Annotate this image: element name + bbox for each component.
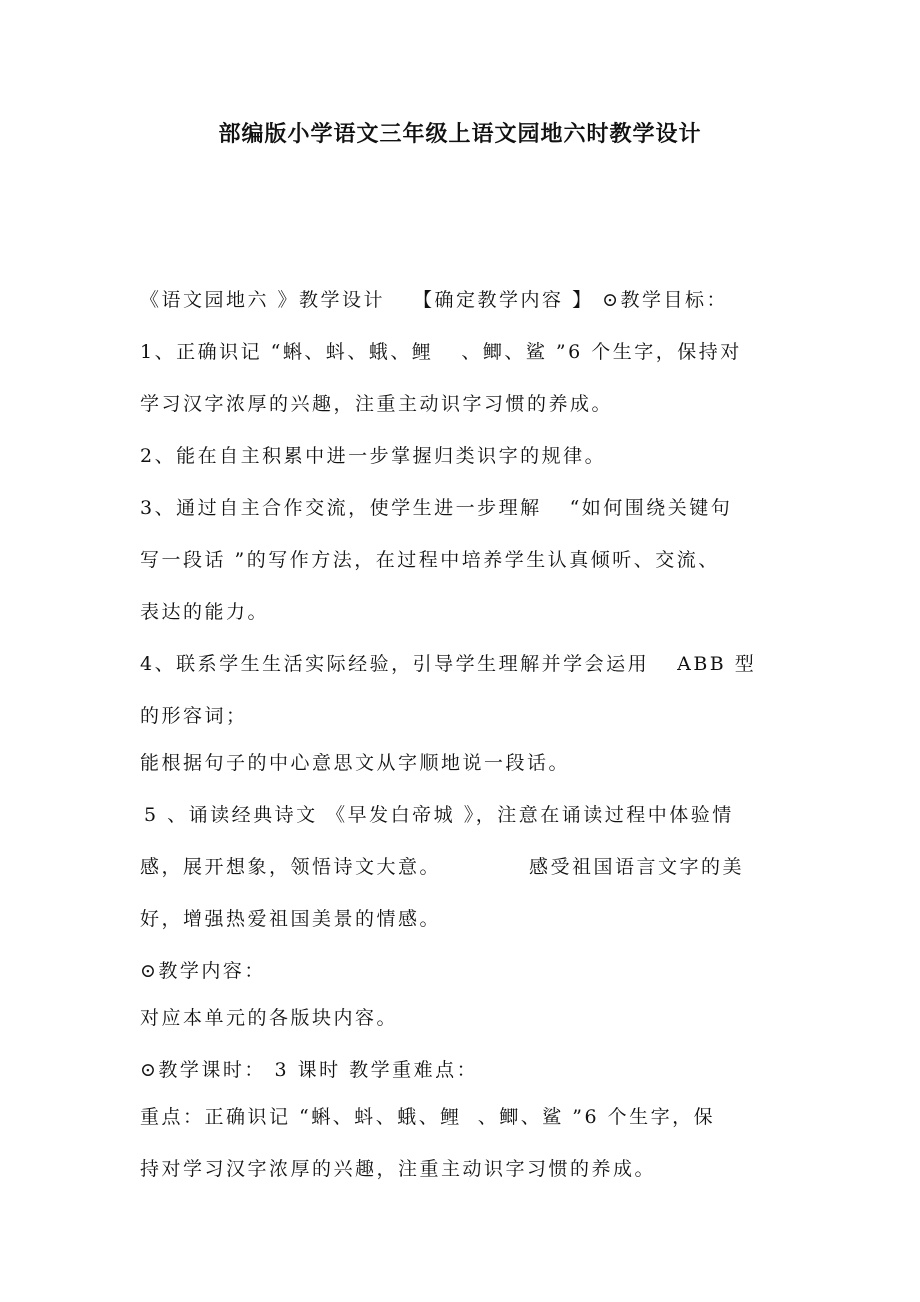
text-line-1 (140, 285, 790, 337)
text-line-8 (140, 649, 790, 701)
text-line-18: 持对学习汉字浓厚的兴趣，注重主动识字习惯的养成。 (140, 1158, 657, 1180)
line-1-part-a: 《语文园地六 》教学设计 (140, 289, 386, 311)
text-line-2 (140, 337, 790, 389)
text-line-6: 写一段话 ”的写作方法，在过程中培养学生认真倾听、交流、 (140, 549, 720, 571)
document-title: 部编版小学语文三年级上语文园地六时教学设计 (218, 122, 702, 147)
text-line-3: 学习汉字浓厚的兴趣，注重主动识字习惯的养成。 (140, 393, 614, 415)
line-17-part-b: 、鲫、鲨 ”6 个生字，保 (477, 1106, 716, 1128)
line-17-part-a: 重点：正确识记 “蝌、蚪、蛾、鲤 (140, 1106, 462, 1128)
line-2-part-a: 1、正确识记 “蝌、蚪、蛾、鲤 (140, 341, 434, 363)
line-5-part-b: “如何围绕关键句 (569, 497, 733, 519)
text-line-11 (140, 800, 790, 852)
line-5-part-a: 3、通过自主合作交流，使学生进一步理解 (140, 497, 542, 519)
text-line-7: 表达的能力。 (140, 601, 270, 623)
text-line-5 (140, 493, 790, 545)
text-line-17 (140, 1102, 790, 1154)
text-line-9: 的形容词； (140, 705, 248, 727)
text-line-13: 好，增强热爱祖国美景的情感。 (140, 908, 442, 930)
line-12-part-b: 感受祖国语言文字的美 (529, 856, 745, 878)
text-line-10: 能根据句子的中心意思文从字顺地说一段话。 (140, 752, 571, 774)
line-2-part-b: 、鲫、鲨 ”6 个生字，保持对 (461, 341, 742, 363)
line-8-part-b: ABB 型 (677, 653, 757, 675)
text-line-14: ⊙教学内容： (140, 960, 266, 982)
document-body (140, 285, 790, 1206)
text-line-4: 2、能在自主积累中进一步掌握归类识字的规律。 (140, 445, 607, 467)
line-11-text: 5 、诵读经典诗文 《早发白帝城 》，注意在诵读过程中体验情 (144, 804, 734, 826)
line-12-part-a: 感，展开想象，领悟诗文大意。 (140, 856, 442, 878)
line-1-part-b: 【确定教学内容 】 ⊙教学目标： (413, 289, 729, 311)
text-line-16: ⊙教学课时： 3 课时 教学重难点： (140, 1059, 479, 1081)
line-8-part-a: 4、联系学生生活实际经验，引导学生理解并学会运用 (140, 653, 650, 675)
text-line-15: 对应本单元的各版块内容。 (140, 1007, 399, 1029)
text-line-12 (140, 852, 790, 904)
